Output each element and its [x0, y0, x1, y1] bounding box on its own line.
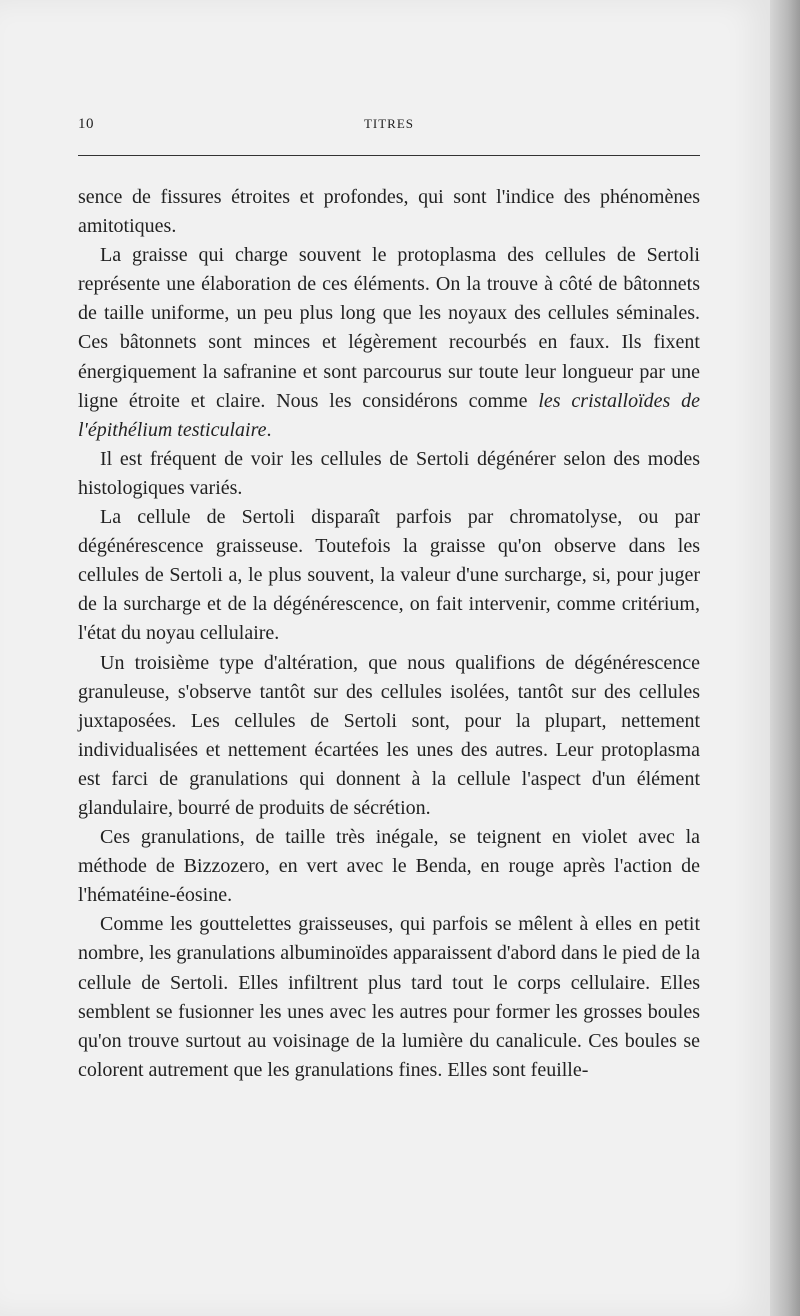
paragraph-6: Ces granulations, de taille très inégale, se teignent en violet avec la méthode de Bizzozero, en vert avec le Benda, en rouge après l'action de l'hématéine-éosine. — [78, 826, 700, 907]
paragraph-2-end: . — [266, 418, 272, 441]
header-rule — [78, 155, 700, 156]
page-edge-shadow — [770, 0, 800, 1316]
page-number: 10 — [78, 116, 94, 132]
paragraph-5: Un troisième type d'altération, que nous qualifions de dégénérescence granuleuse, s'observe tantôt sur des cellules isolées, tantôt sur des cellules juxtaposées. Les cellules de Sertoli sont, pour la plupart, nettement individualisées et nettement écartées les unes des autres. Leur protoplasma est farci de granulations qui donnent à la cellule l'aspect d'un élément glandulaire, bourré de produits de sécrétion. — [78, 651, 700, 819]
paragraph-2 — [78, 241, 700, 445]
italic-term: les cristalloïdes de l'épithélium testiculaire — [78, 389, 701, 441]
running-title: TITRES — [363, 116, 415, 131]
paragraph-7: Comme les gouttelettes graisseuses, qui parfois se mêlent à elles en petit nombre, les granulations albuminoïdes apparaissent d'abord dans le pied de la cellule de Sertoli. Elles infiltrent plus tard tout le corps cellulaire. Elles semblent se fusionner les unes avec les autres pour former les grosses boules qu'on trouve surtout au voisinage de la lumière du canalicule. Ces boules se colorent autrement que les granulations fines. Elles sont feuille- — [78, 913, 700, 1081]
paragraph-4: La cellule de Sertoli disparaît parfois par chromatolyse, ou par dégénérescence graisseuse. Toutefois la graisse qu'on observe dans les cellules de Sertoli a, le plus souvent, la valeur d'une surcharge, si, pour juger de la surcharge et de la dégénérescence, on fait intervenir, comme critérium, l'état du noyau cellulaire. — [78, 506, 700, 645]
page-header — [78, 116, 700, 140]
paragraph-3: Il est fréquent de voir les cellules de Sertoli dégénérer selon des modes histologiques variés. — [78, 447, 700, 499]
body-text — [78, 183, 700, 1085]
paragraph-2-text: La graisse qui charge souvent le protoplasma des cellules de Sertoli représente une élaboration de ces éléments. On la trouve à côté de bâtonnets de taille uniforme, un peu plus long que les noyaux des cellules séminales. Ces bâtonnets sont minces et légèrement recourbés en faux. Ils fixent énergiquement la safranine et sont parcourus sur toute leur longueur par une ligne étroite et claire. Nous les considérons comme — [78, 244, 700, 412]
paragraph-1: sence de fissures étroites et profondes, qui sont l'indice des phénomènes amitotiques. — [78, 186, 700, 238]
